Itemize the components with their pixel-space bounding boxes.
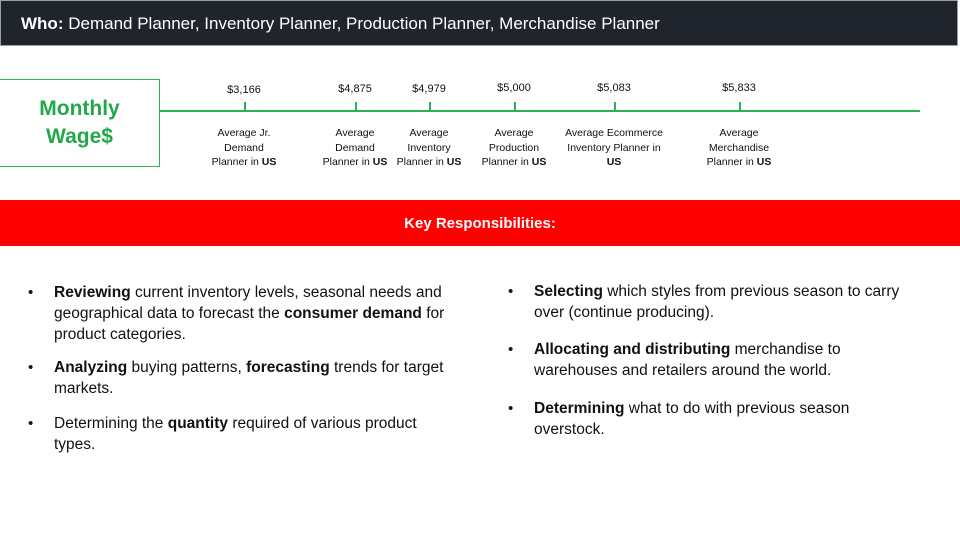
responsibility-item [508,281,908,323]
responsibility-keyword: Allocating and distributing [534,341,731,358]
responsibility-item [508,398,908,440]
wage-label-line: Average [719,127,759,139]
monthly-wage-box [0,79,160,167]
responsibility-text: merchandise to warehouses and retailers around the world. [534,341,841,379]
wage-label-country: US [446,156,462,168]
monthly-wage-title-line1: Monthly [39,97,120,120]
responsibility-item [28,357,448,399]
wage-label-line: Planner in [706,156,757,168]
wage-label-line: Merchandise [708,141,770,154]
responsibility-keyword: quantity [167,415,229,432]
responsibility-keyword: Determining [534,400,625,417]
wage-amount: $5,083 [597,82,631,94]
wage-tick [429,102,431,110]
wage-label-line: Average [335,127,375,139]
responsibility-keyword: Selecting [534,283,603,300]
wage-amount: $3,166 [227,84,261,96]
wage-label-line: Average Jr. [217,127,271,139]
responsibility-text: which styles from previous season to carry over (continue producing). [534,283,900,321]
wage-label-line: Planner in [396,156,447,168]
responsibility-item [508,339,908,381]
wage-tick [739,102,741,110]
wage-amount: $4,979 [412,83,446,95]
header-bar [0,0,958,46]
wage-label-line: Planner in [211,156,262,168]
wage-label-line: Planner in [322,156,373,168]
wage-label-country: US [606,156,622,168]
wage-label-country: US [261,156,277,168]
responsibility-keyword: Analyzing [54,359,128,376]
bullet-icon: • [508,341,514,358]
responsibility-item [28,282,448,345]
wage-tick [614,102,616,110]
wage-label-line: Average [409,127,449,139]
wage-label-line: Inventory Planner in [567,141,661,154]
wage-label [549,126,679,170]
responsibility-text: trends for target markets. [54,359,444,397]
bullet-icon: • [28,359,34,376]
responsibility-keyword: Reviewing [54,284,131,301]
responsibility-text: what to do with previous season overstock. [534,400,850,438]
wage-label [397,126,462,170]
bullet-icon: • [28,284,34,301]
responsibilities-left-column [28,282,448,467]
wage-label-line: Production [488,141,540,154]
wage-label [212,126,277,170]
key-responsibilities-banner [0,200,960,246]
wage-label-country: US [756,156,772,168]
wage-tick [244,102,246,110]
responsibility-item [28,413,448,455]
responsibility-text: for product categories. [54,305,445,343]
key-responsibilities-title: Key Responsibilities: [404,214,556,232]
wage-label-line: Demand [335,141,375,154]
responsibility-keyword: forecasting [246,359,330,376]
wage-timeline-line [160,110,920,112]
wage-label-line: Inventory [407,141,451,154]
wage-amount: $5,833 [722,82,756,94]
wage-label-country: US [531,156,547,168]
wage-label [707,126,772,170]
who-label: Who: [21,14,64,33]
responsibility-text: current inventory levels, seasonal needs and geographical data to forecast the [54,284,442,322]
wage-label-line: Average Ecommerce [565,127,663,139]
responsibility-text: buying patterns, [127,359,247,376]
responsibility-text: required of various product types. [54,415,417,453]
responsibility-keyword: consumer demand [284,305,422,322]
responsibility-text: Determining the [54,415,168,432]
wage-label-country: US [372,156,388,168]
roles-list: Demand Planner, Inventory Planner, Production Planner, Merchandise Planner [68,14,660,33]
bullet-icon: • [508,400,514,417]
wage-label-line: Demand [224,141,264,154]
wage-tick [514,102,516,110]
wage-label [323,126,388,170]
bullet-icon: • [28,415,34,432]
wage-amount: $4,875 [338,83,372,95]
roles-heading [21,14,660,34]
wage-amount: $5,000 [497,82,531,94]
wage-tick [355,102,357,110]
wage-label-line: Planner in [481,156,532,168]
bullet-icon: • [508,283,514,300]
wage-label [482,126,547,170]
wage-label-line: Average [494,127,534,139]
monthly-wage-title-line2: Wage$ [46,125,113,148]
responsibilities-right-column [508,281,908,452]
